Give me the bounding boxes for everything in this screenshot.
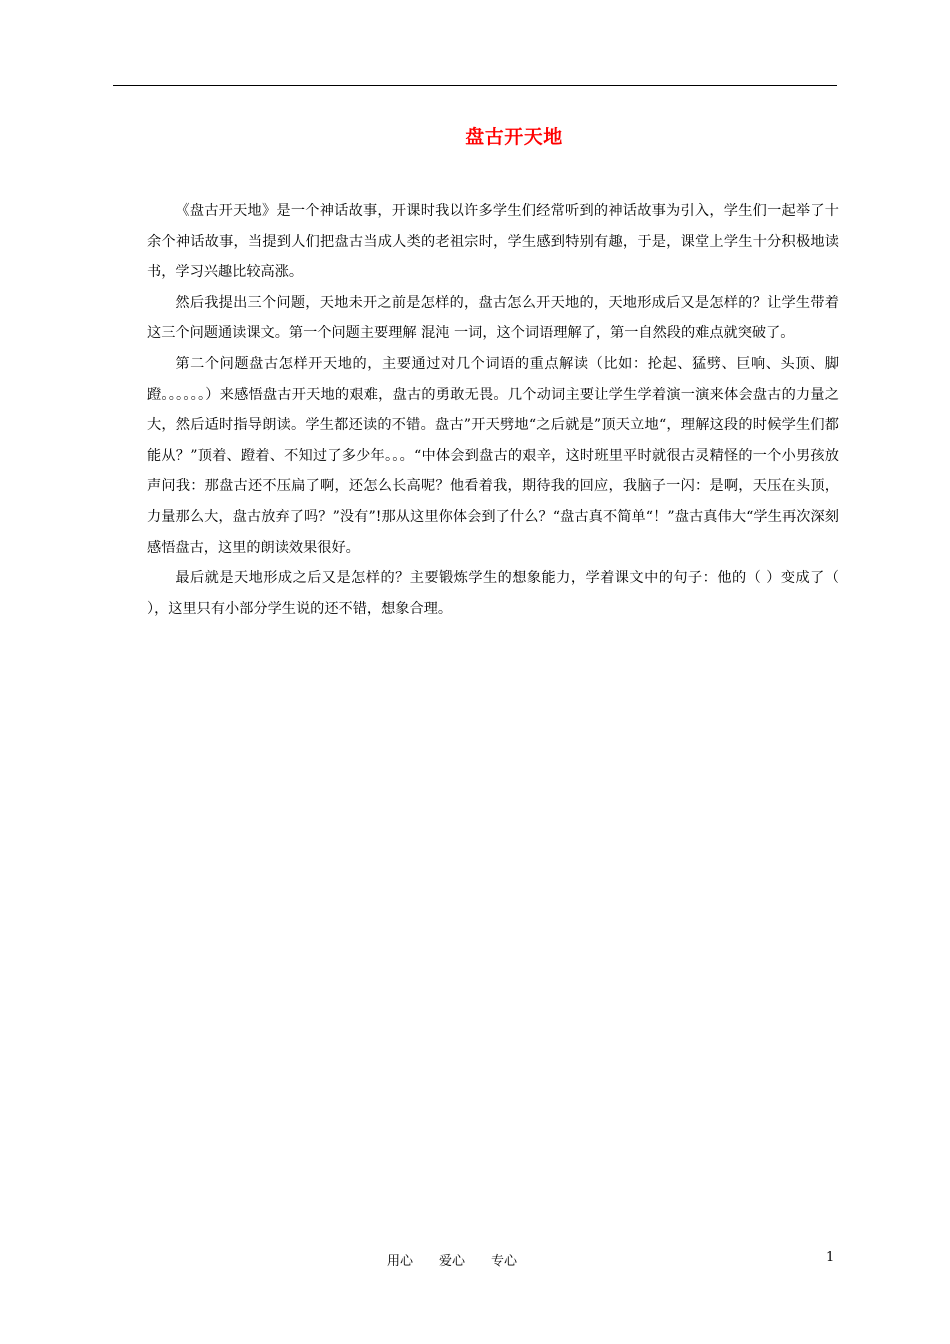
paragraph-3: 第二个问题盘古怎样开天地的，主要通过对几个词语的重点解读（比如：抡起、猛劈、巨响、头顶、脚蹬。。。。。。）来感悟盘古开天地的艰难，盘古的勇敢无畏。几个动词主要让学生学着演一演来体会盘古的力量之大，然后适时指导朗读。学生都还读的不错。盘古”开天劈地“之后就是”顶天立地“，理解这段的时候学生们都能从？”顶着、蹬着、不知过了多少年。。。“中体会到盘古的艰辛，这时班里平时就很古灵精怪的一个小男孩放声问我：那盘古还不压扁了啊，还怎么长高呢？他看着我，期待我的回应，我脑子一闪：是啊，天压在头顶，力量那么大，盘古放弃了吗？”没有”!那从这里你体会到了什么？“盘古真不简单“！”盘古真伟大“学生再次深刻感悟盘古，这里的朗读效果很好。 (147, 355, 839, 556)
footer-motto: 用心 爱心 专心 (387, 1254, 518, 1269)
page-footer (0, 1250, 950, 1270)
header-rule (113, 85, 837, 86)
paragraph-1: 《盘古开天地》是一个神话故事，开课时我以许多学生们经常听到的神话故事为引入，学生们一起举了十余个神话故事，当提到人们把盘古当成人类的老祖宗时，学生感到特别有趣，于是，课堂上学生十分积极地读书，学习兴趣比较高涨。 (147, 203, 839, 281)
paragraph-2: 然后我提出三个问题，天地未开之前是怎样的，盘古怎么开天地的，天地形成后又是怎样的？让学生带着这三个问题通读课文。第一个问题主要理解 混沌 一词，这个词语理解了，第一自然段的难点就突破了。 (147, 294, 839, 342)
paragraph-4: 最后就是天地形成之后又是怎样的？主要锻炼学生的想象能力，学着课文中的句子：他的（ ）变成了（ ），这里只有小部分学生说的还不错，想象合理。 (147, 570, 839, 617)
page-number: 1 (826, 1250, 835, 1265)
document-body (147, 196, 839, 624)
document-title: 盘古开天地 (465, 126, 563, 148)
